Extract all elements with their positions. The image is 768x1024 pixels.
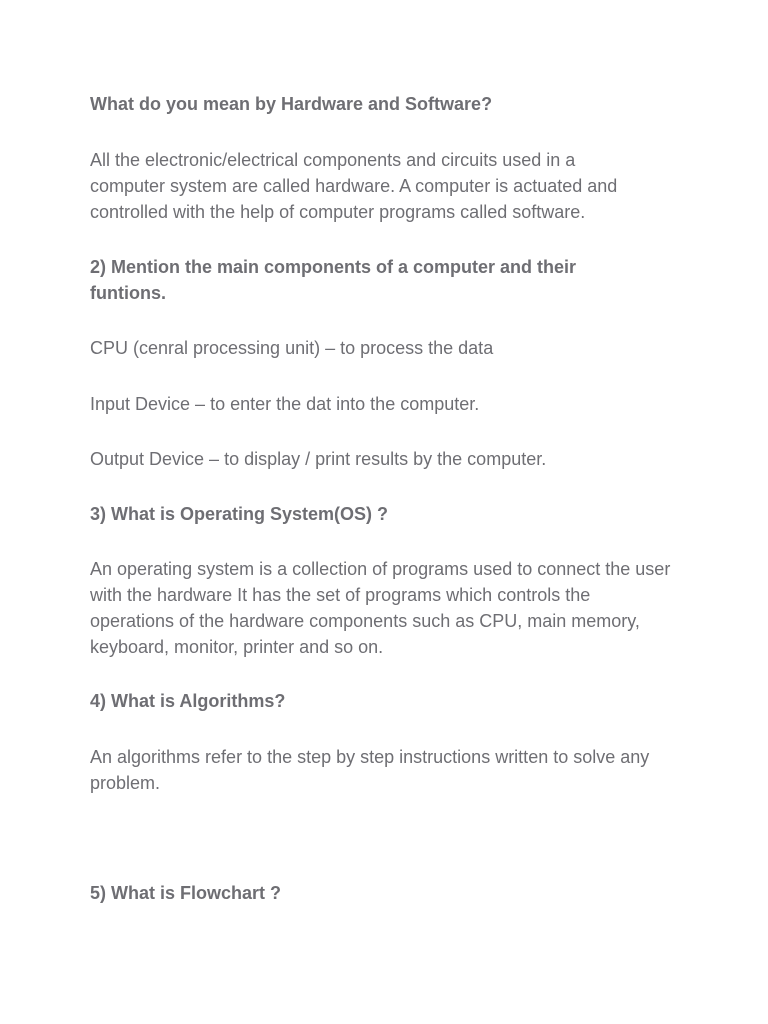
question-4-answer: An algorithms refer to the step by step instructions written to solve any problem. xyxy=(90,747,650,793)
question-1-heading: What do you mean by Hardware and Software? xyxy=(90,94,493,114)
question-3-answer: An operating system is a collection of programs used to connect the user with the hardware It has the set of programs which controls the operations of the hardware components such as CPU, main memory, keyboard, monitor, printer and so on. xyxy=(90,559,671,657)
question-2-heading: 2) Mention the main components of a computer and their funtions. xyxy=(90,257,577,303)
component-output-device: Output Device – to display / print results by the computer. xyxy=(90,449,547,469)
question-1-answer: All the electronic/electrical components and circuits used in a computer system are called hardware. A computer is actuated and controlled with the help of computer programs called software. xyxy=(90,150,618,222)
question-5-heading: 5) What is Flowchart ? xyxy=(90,883,282,903)
component-cpu: CPU (cenral processing unit) – to process the data xyxy=(90,338,494,358)
component-input-device: Input Device – to enter the dat into the computer. xyxy=(90,394,480,414)
question-4-heading: 4) What is Algorithms? xyxy=(90,691,286,711)
question-3-heading: 3) What is Operating System(OS) ? xyxy=(90,504,389,524)
